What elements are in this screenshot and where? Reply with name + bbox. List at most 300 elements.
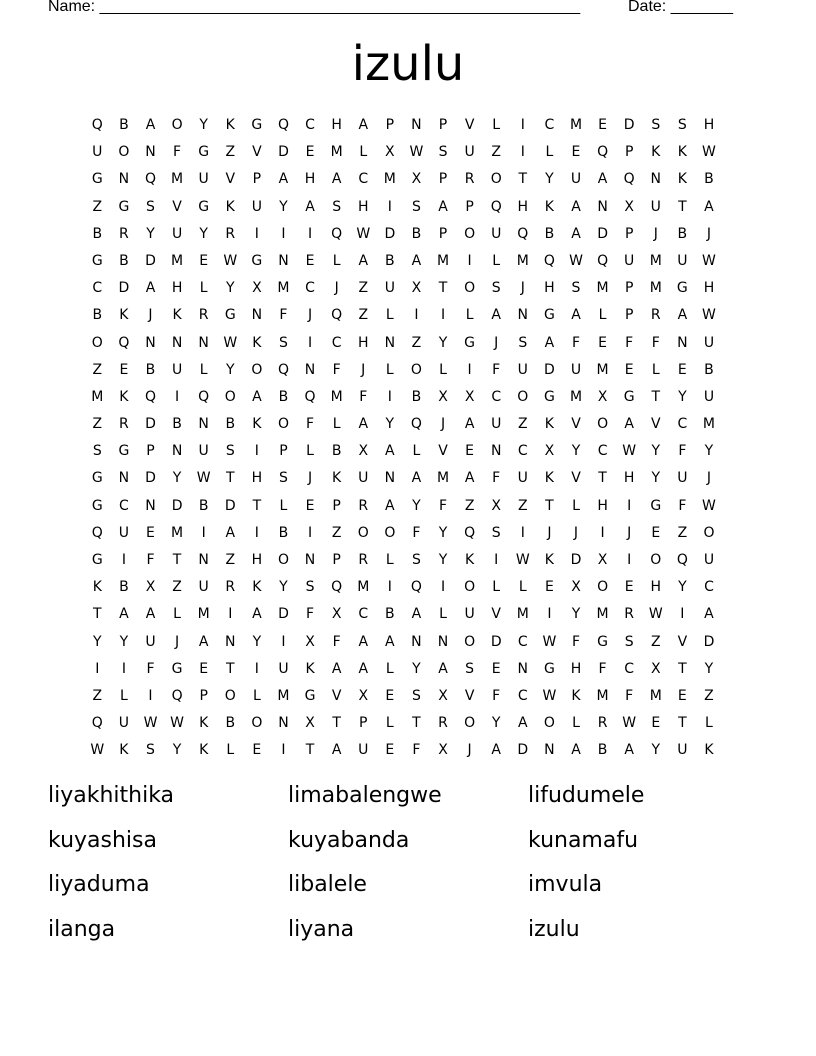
grid-letter[interactable]: F (571, 334, 581, 351)
grid-letter[interactable]: X (597, 388, 608, 405)
grid-letter[interactable]: K (544, 470, 554, 487)
grid-letter[interactable]: E (305, 252, 315, 269)
grid-letter[interactable]: D (145, 470, 156, 487)
grid-letter[interactable]: O (464, 280, 476, 297)
grid-letter[interactable]: D (623, 117, 635, 133)
grid-letter[interactable]: A (411, 470, 422, 487)
grid-letter[interactable]: U (171, 361, 183, 378)
grid-letter[interactable]: H (357, 198, 369, 215)
grid-letter[interactable]: A (331, 660, 342, 677)
grid-letter[interactable]: X (358, 443, 369, 460)
grid-letter[interactable]: X (650, 660, 661, 677)
grid-letter[interactable]: Y (678, 579, 687, 596)
grid-letter[interactable]: R (358, 497, 369, 514)
grid-letter[interactable]: I (281, 633, 286, 650)
grid-letter[interactable]: K (252, 334, 262, 351)
grid-letter[interactable]: A (571, 307, 581, 324)
grid-letter[interactable]: Q (91, 117, 103, 133)
grid-letter[interactable]: F (173, 144, 182, 161)
name-field-line[interactable]: Name: ______________________________________________________ (48, 0, 581, 15)
grid-letter[interactable]: L (332, 416, 341, 433)
grid-letter[interactable]: P (624, 280, 634, 297)
grid-letter[interactable]: B (278, 388, 289, 405)
grid-letter[interactable]: N (411, 633, 422, 650)
grid-letter[interactable]: O (464, 225, 476, 242)
grid-letter[interactable]: W (702, 252, 716, 269)
grid-letter[interactable]: B (172, 416, 182, 433)
grid-letter[interactable]: I (307, 524, 313, 541)
grid-letter[interactable]: H (251, 470, 263, 487)
grid-letter[interactable]: P (252, 171, 262, 188)
grid-letter[interactable]: T (93, 606, 102, 623)
grid-letter[interactable]: S (624, 633, 634, 650)
grid-letter[interactable]: O (464, 579, 476, 596)
grid-letter[interactable]: O (224, 388, 236, 405)
grid-letter[interactable]: M (516, 252, 529, 269)
grid-letter[interactable]: L (199, 361, 208, 378)
grid-letter[interactable]: U (491, 225, 502, 242)
grid-letter[interactable]: P (359, 715, 368, 732)
grid-letter[interactable]: N (490, 443, 502, 460)
grid-letter[interactable]: U (171, 225, 183, 242)
grid-letter[interactable]: N (384, 470, 396, 487)
grid-letter[interactable]: X (491, 497, 501, 514)
grid-letter[interactable]: N (251, 307, 263, 324)
grid-letter[interactable]: I (680, 606, 685, 623)
grid-letter[interactable]: K (119, 307, 129, 324)
grid-letter[interactable]: M (277, 280, 290, 297)
grid-letter[interactable]: P (438, 117, 448, 133)
grid-letter[interactable]: L (359, 144, 368, 161)
grid-letter[interactable]: B (119, 117, 129, 133)
grid-letter[interactable]: F (412, 524, 421, 541)
grid-letter[interactable]: Q (597, 144, 609, 161)
grid-letter[interactable]: H (331, 117, 342, 133)
grid-letter[interactable]: C (119, 497, 129, 514)
grid-letter[interactable]: E (385, 742, 395, 759)
grid-letter[interactable]: I (387, 388, 392, 405)
grid-letter[interactable]: E (598, 334, 607, 351)
grid-letter[interactable]: T (252, 497, 262, 514)
grid-letter[interactable]: D (278, 144, 289, 161)
grid-letter[interactable]: T (651, 388, 661, 405)
grid-letter[interactable]: Y (438, 334, 448, 351)
grid-letter[interactable]: F (332, 361, 341, 378)
grid-letter[interactable]: E (651, 715, 661, 732)
grid-letter[interactable]: Y (412, 660, 421, 677)
grid-letter[interactable]: A (544, 334, 555, 351)
grid-letter[interactable]: M (197, 606, 210, 623)
grid-letter[interactable]: G (676, 280, 688, 297)
grid-letter[interactable]: Z (358, 307, 369, 324)
grid-letter[interactable]: O (410, 361, 422, 378)
grid-letter[interactable]: R (119, 416, 129, 433)
grid-letter[interactable]: V (464, 117, 475, 133)
grid-letter[interactable]: S (146, 742, 155, 759)
grid-letter[interactable]: S (332, 198, 342, 215)
grid-letter[interactable]: W (622, 443, 637, 460)
grid-letter[interactable]: L (572, 715, 580, 732)
grid-letter[interactable]: H (597, 497, 608, 514)
grid-letter[interactable]: L (572, 497, 580, 514)
grid-letter[interactable]: H (517, 198, 529, 215)
grid-letter[interactable]: Z (225, 552, 236, 568)
grid-letter[interactable]: Q (277, 361, 289, 378)
grid-letter[interactable]: I (121, 552, 126, 568)
grid-letter[interactable]: F (306, 416, 315, 433)
grid-letter[interactable]: B (331, 443, 342, 460)
grid-letter[interactable]: U (650, 198, 661, 215)
grid-letter[interactable]: K (119, 388, 129, 405)
grid-letter[interactable]: Q (91, 715, 103, 732)
grid-letter[interactable]: N (278, 715, 289, 732)
grid-letter[interactable]: P (385, 117, 395, 133)
grid-letter[interactable]: U (358, 742, 369, 759)
grid-letter[interactable]: A (145, 280, 156, 297)
grid-letter[interactable]: U (464, 144, 475, 161)
grid-letter[interactable]: B (704, 361, 714, 378)
grid-letter[interactable]: J (627, 524, 632, 541)
grid-letter[interactable]: H (544, 280, 555, 297)
grid-letter[interactable]: K (252, 579, 262, 596)
grid-letter[interactable]: D (278, 606, 289, 623)
grid-letter[interactable]: W (409, 144, 424, 161)
grid-letter[interactable]: A (278, 171, 289, 188)
grid-letter[interactable]: A (331, 171, 342, 188)
grid-letter[interactable]: I (440, 307, 446, 324)
grid-letter[interactable]: M (330, 388, 343, 405)
grid-letter[interactable]: Q (676, 552, 688, 568)
grid-letter[interactable]: F (438, 497, 448, 514)
grid-letter[interactable]: S (305, 579, 315, 596)
grid-letter[interactable]: I (520, 117, 525, 133)
grid-letter[interactable]: E (651, 524, 661, 541)
grid-letter[interactable]: P (438, 225, 448, 242)
grid-letter[interactable]: A (597, 171, 608, 188)
grid-letter[interactable]: G (198, 198, 210, 215)
grid-letter[interactable]: L (226, 742, 235, 759)
grid-letter[interactable]: M (649, 280, 662, 297)
grid-letter[interactable]: Y (252, 633, 262, 650)
grid-letter[interactable]: X (305, 715, 315, 732)
grid-letter[interactable]: G (543, 307, 555, 324)
grid-letter[interactable]: U (517, 470, 528, 487)
grid-letter[interactable]: A (145, 606, 156, 623)
grid-letter[interactable]: L (492, 117, 501, 133)
grid-letter[interactable]: Z (650, 633, 661, 650)
grid-letter[interactable]: K (544, 416, 554, 433)
grid-letter[interactable]: W (223, 252, 238, 269)
grid-letter[interactable]: P (438, 171, 448, 188)
grid-letter[interactable]: V (252, 144, 262, 161)
grid-letter[interactable]: E (252, 742, 262, 759)
grid-letter[interactable]: J (494, 334, 499, 351)
grid-letter[interactable]: J (467, 742, 472, 759)
grid-letter[interactable]: L (598, 307, 607, 324)
grid-letter[interactable]: F (492, 470, 501, 487)
grid-letter[interactable]: K (677, 171, 687, 188)
grid-letter[interactable]: T (598, 470, 607, 487)
grid-letter[interactable]: K (92, 579, 102, 596)
grid-letter[interactable]: J (440, 416, 446, 433)
grid-letter[interactable]: P (332, 497, 341, 514)
grid-letter[interactable]: N (517, 307, 529, 324)
grid-letter[interactable]: F (146, 552, 155, 568)
grid-letter[interactable]: S (279, 334, 288, 351)
grid-letter[interactable]: O (517, 388, 529, 405)
grid-letter[interactable]: L (651, 361, 660, 378)
grid-letter[interactable]: V (491, 606, 501, 623)
grid-letter[interactable]: S (92, 443, 102, 460)
grid-letter[interactable]: L (385, 715, 394, 732)
grid-letter[interactable]: K (332, 470, 342, 487)
grid-letter[interactable]: D (384, 225, 396, 242)
grid-letter[interactable]: A (571, 198, 581, 215)
grid-letter[interactable]: X (305, 633, 315, 650)
grid-letter[interactable]: G (91, 552, 103, 568)
grid-letter[interactable]: N (597, 198, 608, 215)
grid-letter[interactable]: N (171, 334, 183, 351)
grid-letter[interactable]: Q (171, 687, 183, 704)
grid-letter[interactable]: W (196, 470, 211, 487)
grid-letter[interactable]: Z (331, 524, 342, 541)
grid-letter[interactable]: I (201, 524, 206, 541)
grid-letter[interactable]: Z (491, 144, 501, 161)
grid-letter[interactable]: C (517, 443, 528, 460)
grid-letter[interactable]: M (569, 388, 583, 405)
grid-letter[interactable]: A (225, 524, 236, 541)
grid-letter[interactable]: A (119, 606, 129, 623)
grid-letter[interactable]: F (332, 633, 341, 650)
grid-letter[interactable]: I (600, 524, 605, 541)
grid-letter[interactable]: O (703, 524, 715, 541)
grid-letter[interactable]: Q (91, 524, 103, 541)
grid-letter[interactable]: R (119, 225, 129, 242)
grid-letter[interactable]: W (515, 552, 530, 568)
grid-letter[interactable]: W (702, 144, 716, 161)
grid-letter[interactable]: Q (490, 198, 502, 215)
grid-letter[interactable]: S (146, 198, 155, 215)
grid-letter[interactable]: K (651, 144, 661, 161)
grid-letter[interactable]: W (702, 307, 716, 324)
grid-letter[interactable]: G (543, 388, 555, 405)
grid-letter[interactable]: G (597, 633, 608, 650)
grid-letter[interactable]: W (622, 715, 637, 732)
grid-letter[interactable]: M (171, 524, 184, 541)
grid-letter[interactable]: R (358, 552, 369, 568)
grid-letter[interactable]: K (571, 687, 581, 704)
grid-letter[interactable]: V (225, 171, 236, 188)
grid-letter[interactable]: K (704, 742, 714, 759)
grid-letter[interactable]: X (252, 280, 262, 297)
grid-letter[interactable]: C (491, 388, 502, 405)
grid-letter[interactable]: W (569, 252, 583, 269)
grid-letter[interactable]: B (385, 252, 395, 269)
grid-letter[interactable]: O (251, 715, 263, 732)
grid-letter[interactable]: J (307, 307, 313, 324)
grid-letter[interactable]: G (650, 497, 662, 514)
grid-letter[interactable]: F (625, 334, 634, 351)
grid-letter[interactable]: L (492, 579, 501, 596)
grid-letter[interactable]: F (598, 660, 607, 677)
grid-letter[interactable]: I (254, 524, 259, 541)
grid-letter[interactable]: M (330, 144, 343, 161)
grid-letter[interactable]: T (412, 715, 421, 732)
grid-letter[interactable]: R (597, 715, 608, 732)
grid-letter[interactable]: H (623, 470, 635, 487)
grid-letter[interactable]: K (199, 715, 209, 732)
grid-letter[interactable]: N (517, 660, 529, 677)
grid-letter[interactable]: V (571, 470, 581, 487)
grid-letter[interactable]: Z (92, 361, 103, 378)
grid-letter[interactable]: L (252, 687, 261, 704)
grid-letter[interactable]: G (464, 334, 476, 351)
grid-letter[interactable]: C (624, 660, 635, 677)
grid-letter[interactable]: C (358, 171, 369, 188)
grid-letter[interactable]: T (545, 497, 554, 514)
grid-letter[interactable]: L (492, 252, 501, 269)
grid-letter[interactable]: A (331, 742, 342, 759)
grid-letter[interactable]: Q (331, 307, 343, 324)
grid-letter[interactable]: M (596, 606, 609, 623)
grid-letter[interactable]: T (332, 715, 341, 732)
grid-letter[interactable]: Y (146, 225, 155, 242)
date-field-line[interactable]: Date: _______ (628, 0, 733, 15)
grid-letter[interactable]: Z (518, 497, 528, 514)
grid-letter[interactable]: B (704, 171, 714, 188)
grid-letter[interactable]: I (467, 361, 472, 378)
grid-letter[interactable]: O (464, 633, 476, 650)
grid-letter[interactable]: L (199, 280, 208, 297)
grid-letter[interactable]: B (145, 361, 156, 378)
grid-letter[interactable]: R (624, 606, 635, 623)
grid-letter[interactable]: N (145, 144, 156, 161)
grid-letter[interactable]: O (277, 552, 289, 568)
grid-letter[interactable]: R (198, 307, 209, 324)
grid-letter[interactable]: U (384, 280, 395, 297)
grid-letter[interactable]: T (678, 715, 687, 732)
grid-letter[interactable]: L (439, 361, 447, 378)
grid-letter[interactable]: A (385, 633, 395, 650)
grid-letter[interactable]: U (570, 361, 582, 378)
grid-letter[interactable]: Y (279, 579, 288, 596)
grid-letter[interactable]: O (597, 579, 609, 596)
grid-letter[interactable]: G (543, 660, 555, 677)
grid-letter[interactable]: X (571, 579, 581, 596)
grid-letter[interactable]: A (358, 117, 369, 133)
grid-letter[interactable]: L (545, 144, 554, 161)
grid-letter[interactable]: Y (172, 470, 182, 487)
grid-letter[interactable]: H (570, 660, 582, 677)
grid-letter[interactable]: Y (651, 470, 661, 487)
grid-letter[interactable]: J (547, 524, 552, 541)
grid-letter[interactable]: A (704, 606, 714, 623)
grid-letter[interactable]: H (304, 171, 316, 188)
grid-letter[interactable]: W (648, 606, 663, 623)
grid-letter[interactable]: M (171, 252, 184, 269)
grid-letter[interactable]: S (571, 280, 581, 297)
grid-letter[interactable]: M (91, 388, 104, 405)
grid-letter[interactable]: U (198, 171, 209, 188)
grid-letter[interactable]: C (92, 280, 103, 297)
grid-letter[interactable]: L (385, 361, 394, 378)
grid-letter[interactable]: U (624, 252, 635, 269)
grid-letter[interactable]: I (121, 660, 126, 677)
grid-letter[interactable]: K (305, 660, 315, 677)
grid-letter[interactable]: I (228, 606, 233, 623)
grid-letter[interactable]: I (307, 334, 313, 351)
grid-letter[interactable]: Y (93, 633, 102, 650)
grid-letter[interactable]: K (225, 198, 235, 215)
grid-letter[interactable]: Y (545, 171, 554, 188)
grid-letter[interactable]: X (331, 606, 342, 623)
grid-letter[interactable]: G (224, 307, 236, 324)
grid-letter[interactable]: W (90, 742, 105, 759)
grid-letter[interactable]: I (307, 225, 313, 242)
grid-letter[interactable]: M (516, 606, 529, 623)
grid-letter[interactable]: P (199, 687, 208, 704)
grid-letter[interactable]: O (171, 117, 183, 133)
grid-letter[interactable]: Z (518, 416, 528, 433)
grid-letter[interactable]: L (385, 660, 394, 677)
grid-letter[interactable]: C (597, 443, 608, 460)
grid-letter[interactable]: E (199, 252, 209, 269)
grid-letter[interactable]: N (304, 552, 316, 568)
grid-letter[interactable]: B (544, 225, 555, 242)
grid-letter[interactable]: J (520, 280, 525, 297)
grid-letter[interactable]: G (91, 497, 103, 514)
grid-letter[interactable]: U (118, 715, 130, 732)
grid-letter[interactable]: N (278, 252, 289, 269)
grid-letter[interactable]: S (438, 144, 448, 161)
grid-letter[interactable]: Z (92, 416, 103, 433)
grid-letter[interactable]: B (411, 225, 422, 242)
grid-letter[interactable]: C (517, 633, 528, 650)
grid-letter[interactable]: Q (543, 252, 555, 269)
grid-letter[interactable]: I (281, 225, 286, 242)
grid-letter[interactable]: P (279, 443, 288, 460)
grid-letter[interactable]: A (252, 606, 262, 623)
grid-letter[interactable]: G (251, 117, 263, 133)
grid-letter[interactable]: W (170, 715, 184, 732)
grid-letter[interactable]: M (277, 687, 290, 704)
grid-letter[interactable]: L (518, 579, 527, 596)
grid-letter[interactable]: A (624, 416, 634, 433)
grid-letter[interactable]: E (598, 117, 607, 133)
grid-letter[interactable]: Z (358, 280, 369, 297)
grid-letter[interactable]: V (677, 633, 688, 650)
grid-letter[interactable]: Q (597, 252, 609, 269)
grid-letter[interactable]: L (306, 443, 314, 460)
grid-letter[interactable]: V (331, 687, 342, 704)
grid-letter[interactable]: D (118, 280, 130, 297)
grid-letter[interactable]: Y (385, 416, 395, 433)
grid-letter[interactable]: Y (225, 361, 235, 378)
grid-letter[interactable]: N (118, 470, 130, 487)
grid-letter[interactable]: Q (410, 579, 422, 596)
grid-letter[interactable]: F (571, 633, 581, 650)
grid-letter[interactable]: O (224, 687, 236, 704)
grid-letter[interactable]: D (490, 633, 502, 650)
grid-letter[interactable]: W (143, 715, 158, 732)
grid-letter[interactable]: I (494, 552, 499, 568)
grid-letter[interactable]: A (305, 198, 315, 215)
grid-letter[interactable]: T (172, 552, 182, 568)
grid-letter[interactable]: I (254, 443, 259, 460)
grid-letter[interactable]: K (225, 117, 235, 133)
grid-letter[interactable]: D (145, 416, 156, 433)
grid-letter[interactable]: K (544, 198, 554, 215)
